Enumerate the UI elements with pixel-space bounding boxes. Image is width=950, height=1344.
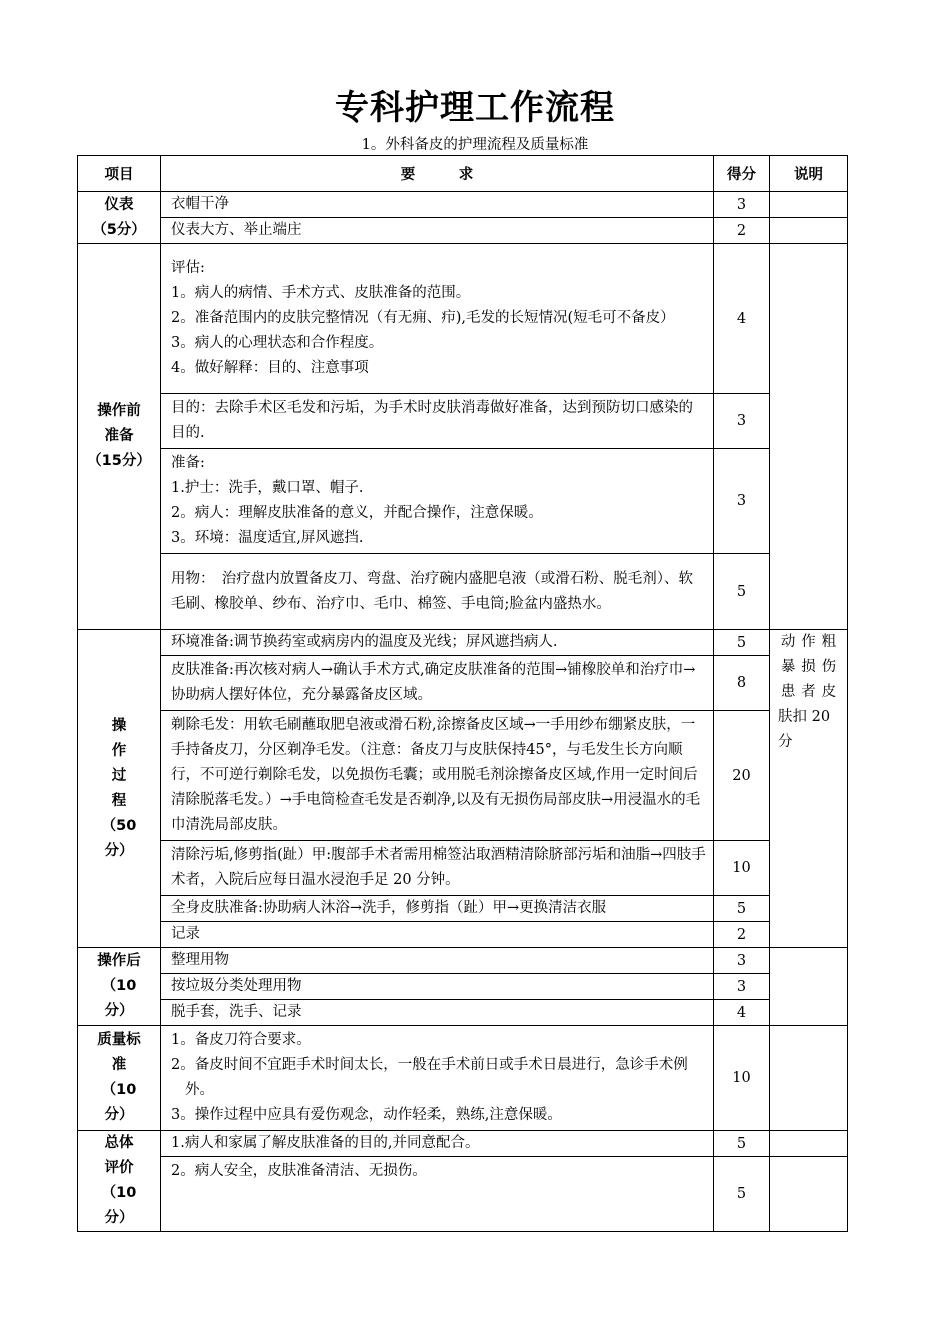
table-row bbox=[78, 554, 848, 630]
table-row bbox=[78, 656, 848, 711]
requirement-line: 评估: bbox=[171, 260, 205, 276]
score-cell: 2 bbox=[714, 218, 770, 244]
header-item: 项目 bbox=[78, 156, 161, 192]
note-char: 暴 bbox=[780, 659, 796, 675]
requirement-cell bbox=[161, 1026, 714, 1131]
category-label: 分） bbox=[104, 1107, 134, 1123]
note-text: 肤扣 20 bbox=[778, 709, 831, 725]
category-label: 仪表 bbox=[104, 196, 134, 213]
nursing-standard-table bbox=[77, 155, 848, 1232]
category-label: 质量标 bbox=[97, 1032, 141, 1048]
requirement-line: 4。做好解释：目的、注意事项 bbox=[171, 360, 369, 376]
note-char: 损 bbox=[801, 659, 816, 675]
table-row bbox=[78, 711, 848, 841]
category-label: 总体 bbox=[104, 1135, 134, 1151]
header-requirement bbox=[161, 156, 714, 192]
requirement-cell: 脱手套，洗手、记录 bbox=[161, 1000, 714, 1026]
note-cell bbox=[770, 192, 848, 218]
category-label: （10 bbox=[101, 1082, 137, 1098]
requirement-cell: 全身皮肤准备:协助病人沐浴→洗手，修剪指（趾）甲→更换清洁衣服 bbox=[161, 896, 714, 922]
category-label: 分） bbox=[104, 842, 134, 859]
score-cell: 10 bbox=[714, 841, 770, 896]
note-cell bbox=[770, 1131, 848, 1157]
score-cell: 4 bbox=[714, 244, 770, 394]
page-title: 专科护理工作流程 bbox=[335, 88, 615, 128]
score-cell: 5 bbox=[714, 896, 770, 922]
requirement-cell: 皮肤准备:再次核对病人→确认手术方式,确定皮肤准备的范围→铺橡胶单和治疗巾→协助病人摆好体位，充分暴露备皮区域。 bbox=[161, 656, 714, 711]
table-row bbox=[78, 841, 848, 896]
category-label: 程 bbox=[111, 792, 127, 809]
category-label: 准 bbox=[111, 1057, 127, 1073]
note-char: 患 bbox=[780, 684, 796, 700]
requirement-line: 1。病人的病情、手术方式、皮肤准备的范围。 bbox=[171, 285, 471, 301]
score-cell: 20 bbox=[714, 711, 770, 841]
note-cell bbox=[770, 1157, 848, 1232]
category-label: 操 bbox=[111, 717, 127, 734]
score-cell: 2 bbox=[714, 922, 770, 948]
table-row bbox=[78, 630, 848, 656]
requirement-line: 1。备皮刀符合要求。 bbox=[171, 1032, 311, 1048]
note-char: 伤 bbox=[821, 659, 837, 675]
requirement-line: 2。备皮时间不宜距手术时间太长，一般在手术前日或手术日晨进行，急诊手术例外。 bbox=[171, 1057, 688, 1098]
table-row bbox=[78, 1026, 848, 1131]
table-row bbox=[78, 948, 848, 974]
category-label: 分） bbox=[104, 1003, 134, 1019]
category-label: （10 bbox=[101, 978, 137, 994]
category-label: （50 bbox=[101, 817, 137, 834]
table-row bbox=[78, 449, 848, 554]
header-row bbox=[78, 156, 848, 192]
score-cell: 8 bbox=[714, 656, 770, 711]
category-label: 操作后 bbox=[97, 953, 141, 969]
category-quality bbox=[78, 1026, 161, 1131]
requirement-cell: 用物： 治疗盘内放置备皮刀、弯盘、治疗碗内盛肥皂液（或滑石粉、脱毛剂）、软毛刷、橡胶单、纱布、治疗巾、毛巾、棉签、手电筒;脸盆内盛热水。 bbox=[161, 554, 714, 630]
note-char: 作 bbox=[801, 634, 816, 650]
note-char: 粗 bbox=[821, 634, 837, 650]
category-process bbox=[78, 630, 161, 948]
category-label: （15分） bbox=[87, 453, 151, 469]
note-char: 者 bbox=[801, 684, 816, 700]
score-cell: 3 bbox=[714, 948, 770, 974]
category-pre-operation bbox=[78, 244, 161, 630]
note-text: 分 bbox=[778, 734, 793, 750]
table-row bbox=[78, 218, 848, 244]
note-cell bbox=[770, 244, 848, 630]
category-label: 作 bbox=[111, 742, 127, 759]
requirement-cell bbox=[161, 449, 714, 554]
requirement-cell: 仪表大方、举止端庄 bbox=[161, 218, 714, 244]
note-char: 动 bbox=[780, 634, 796, 650]
category-label: 准备 bbox=[104, 428, 134, 444]
requirement-line: 3。操作过程中应具有爱伤观念，动作轻柔，熟练,注意保暖。 bbox=[171, 1107, 562, 1123]
requirement-cell: 1.病人和家属了解皮肤准备的目的,并同意配合。 bbox=[161, 1131, 714, 1157]
table-row bbox=[78, 1157, 848, 1232]
header-requirement-label: 要 求 bbox=[400, 167, 474, 183]
table-row bbox=[78, 192, 848, 218]
category-post-operation bbox=[78, 948, 161, 1026]
requirement-line: 1.护士：洗手，戴口罩、帽子. bbox=[171, 480, 364, 496]
note-cell-penalty bbox=[770, 630, 848, 948]
table-row bbox=[78, 394, 848, 449]
category-label: 分） bbox=[104, 1210, 134, 1226]
table-row bbox=[78, 244, 848, 394]
requirement-cell: 2。病人安全，皮肤准备清洁、无损伤。 bbox=[161, 1157, 714, 1232]
requirement-cell: 环境准备:调节换药室或病房内的温度及光线；屏风遮挡病人. bbox=[161, 630, 714, 656]
table-row bbox=[78, 1000, 848, 1026]
category-label: （10 bbox=[101, 1185, 137, 1201]
score-cell: 5 bbox=[714, 1131, 770, 1157]
note-char: 皮 bbox=[821, 684, 837, 700]
table-row bbox=[78, 1131, 848, 1157]
score-cell: 3 bbox=[714, 974, 770, 1000]
requirement-cell: 整理用物 bbox=[161, 948, 714, 974]
requirement-line: 准备: bbox=[171, 455, 205, 471]
requirement-cell: 记录 bbox=[161, 922, 714, 948]
requirement-cell: 目的：去除手术区毛发和污垢，为手术时皮肤消毒做好准备，达到预防切口感染的目的. bbox=[161, 394, 714, 449]
score-cell: 3 bbox=[714, 394, 770, 449]
note-cell bbox=[770, 218, 848, 244]
requirement-line: 2。病人：理解皮肤准备的意义，并配合操作，注意保暖。 bbox=[171, 505, 543, 521]
requirement-cell: 剃除毛发：用软毛刷蘸取肥皂液或滑石粉,涂擦备皮区域→一手用纱布绷紧皮肤，一手持备皮刀，分区剃净毛发。（注意：备皮刀与皮肤保持45°，与毛发生长方向顺行，不可逆行剃除毛发，以免损伤毛囊；或用脱毛剂涂擦备皮区域,作用一定时间后清除脱落毛发。）→手电筒检查毛发是否剃净,以及有无损伤局部皮肤→用浸温水的毛巾清洗局部皮肤。 bbox=[161, 711, 714, 841]
score-cell: 10 bbox=[714, 1026, 770, 1131]
requirement-line: 3。环境：温度适宜,屏风遮挡. bbox=[171, 530, 364, 546]
category-label: 评价 bbox=[104, 1160, 134, 1176]
score-cell: 3 bbox=[714, 192, 770, 218]
score-cell: 5 bbox=[714, 630, 770, 656]
category-overall bbox=[78, 1131, 161, 1232]
category-label: （5分） bbox=[92, 221, 146, 238]
requirement-cell: 按垃圾分类处理用物 bbox=[161, 974, 714, 1000]
note-cell bbox=[770, 948, 848, 1026]
requirement-cell bbox=[161, 244, 714, 394]
table-row bbox=[78, 974, 848, 1000]
score-cell: 3 bbox=[714, 449, 770, 554]
table-row bbox=[78, 896, 848, 922]
requirement-line: 3。病人的心理状态和合作程度。 bbox=[171, 335, 384, 351]
category-label: 过 bbox=[111, 767, 127, 784]
table-row bbox=[78, 922, 848, 948]
score-cell: 5 bbox=[714, 1157, 770, 1232]
note-cell bbox=[770, 1026, 848, 1131]
header-note: 说明 bbox=[770, 156, 848, 192]
requirement-cell: 清除污垢,修剪指(趾）甲:腹部手术者需用棉签沾取酒精清除脐部污垢和油脂→四肢手术者，入院后应每日温水浸泡手足 20 分钟。 bbox=[161, 841, 714, 896]
score-cell: 4 bbox=[714, 1000, 770, 1026]
requirement-cell: 衣帽干净 bbox=[161, 192, 714, 218]
category-appearance bbox=[78, 192, 161, 244]
category-label: 操作前 bbox=[97, 403, 141, 419]
score-cell: 5 bbox=[714, 554, 770, 630]
requirement-line: 2。准备范围内的皮肤完整情况（有无痈、疖),毛发的长短情况(短毛可不备皮） bbox=[171, 310, 675, 326]
header-score: 得分 bbox=[714, 156, 770, 192]
page-subtitle: 1。外科备皮的护理流程及质量标准 bbox=[361, 137, 589, 153]
